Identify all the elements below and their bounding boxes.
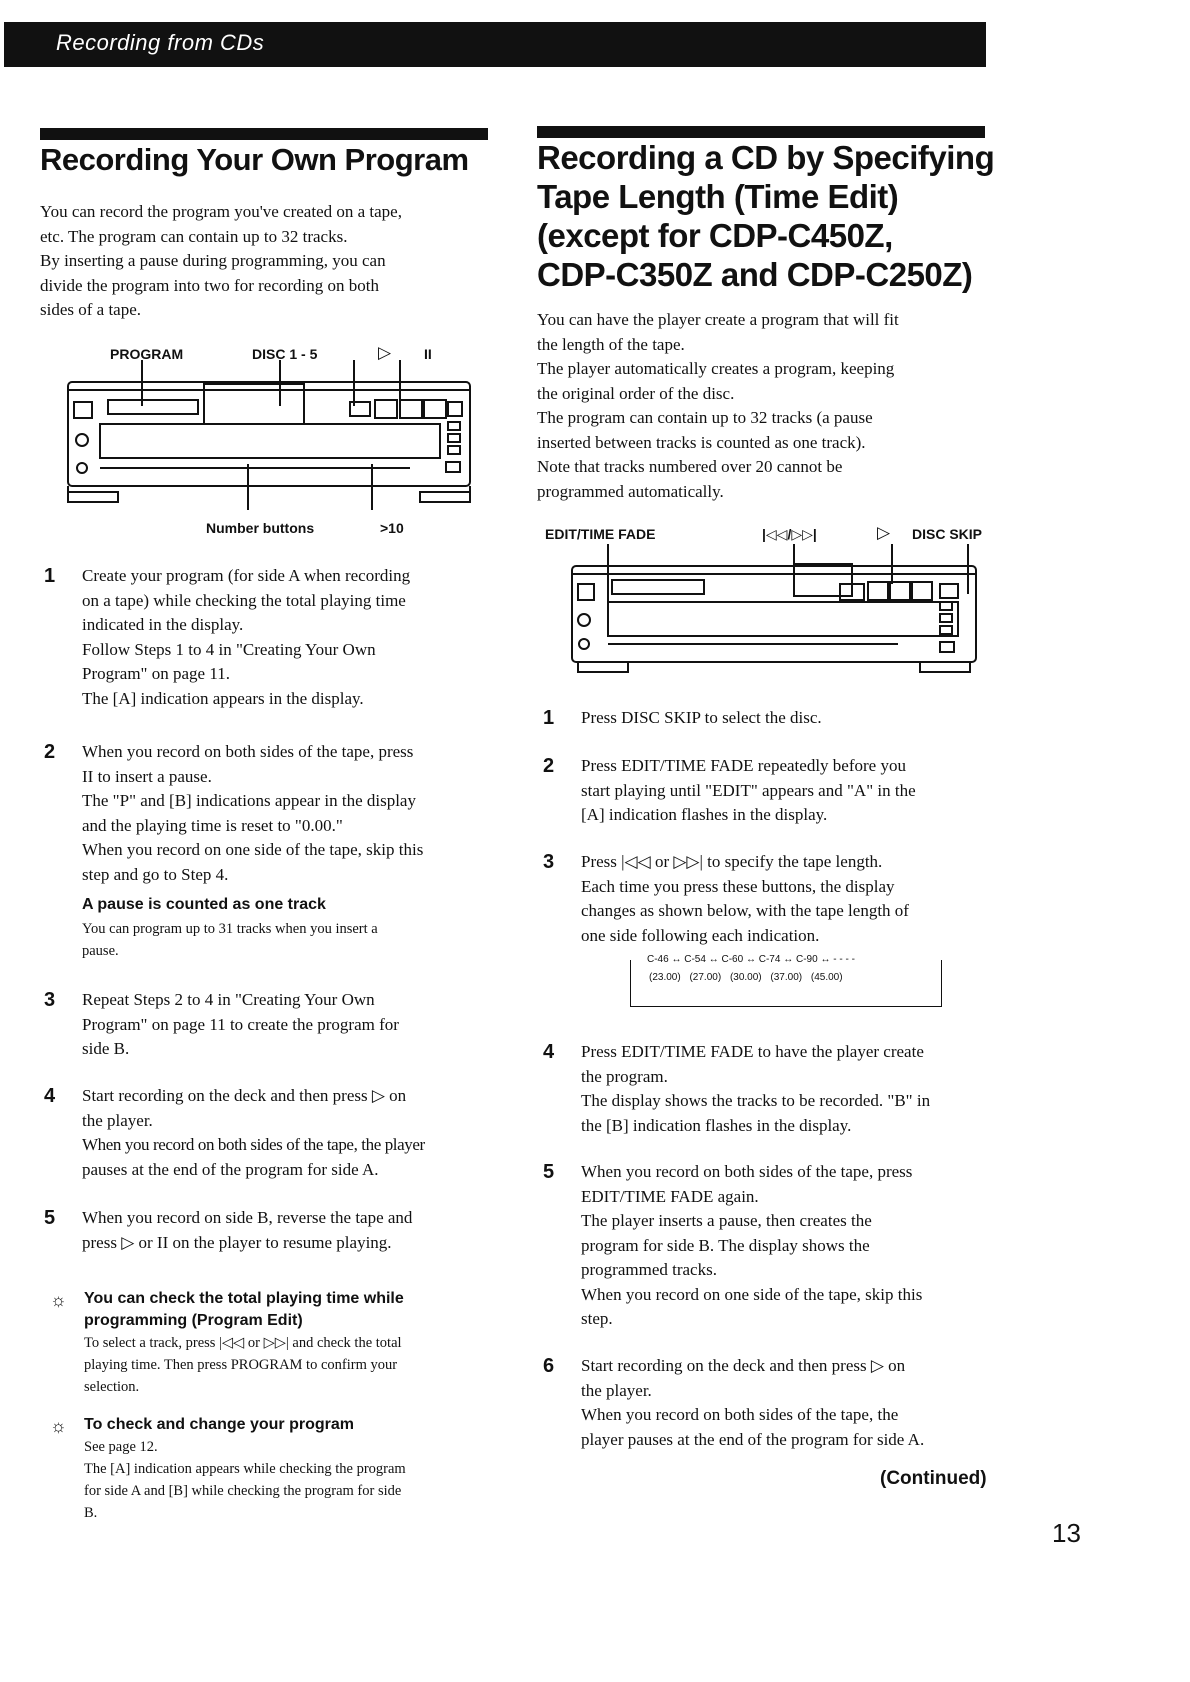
right-heading (537, 138, 997, 294)
tip-line: To select a track, press |◁◁ or ▷▷| and check the total (84, 1335, 402, 1351)
step-line: When you record on both sides of the tape, the (581, 1405, 899, 1424)
diagram-label-skip: |◁◁/▷▷| (762, 526, 817, 542)
step-line: the [B] indication flashes in the display. (581, 1115, 852, 1135)
step-line: When you record on both sides of the tape, press (82, 742, 414, 761)
tape-label: C-90 (796, 954, 818, 965)
step-number: 5 (543, 1161, 555, 1183)
heading-rule-left (40, 128, 488, 140)
intro-line: the length of the tape. (537, 334, 685, 354)
intro-line: You can record the program you've created on a tape, (40, 202, 402, 221)
note-line: pause. (82, 942, 119, 959)
step-number: 1 (44, 565, 56, 587)
tip-line: playing time. Then press PROGRAM to confirm your (84, 1357, 398, 1373)
step-line: the player. (581, 1380, 652, 1400)
diagram-label-disc-skip: DISC SKIP (912, 526, 983, 542)
step-line: When you record on both sides of the tape, the player (82, 1135, 425, 1154)
step-number: 5 (44, 1207, 56, 1229)
tip-line: B. (84, 1505, 98, 1521)
diagram-label-number-buttons: Number buttons (206, 520, 315, 536)
step-line: [A] indication flashes in the display. (581, 805, 828, 824)
tape-cycle-row: C-46 ↔ C-54 ↔ C-60 ↔ C-74 ↔ C-90 ↔ - - - - (647, 954, 855, 965)
diagram-label-program: PROGRAM (110, 346, 184, 362)
step-number: 4 (44, 1085, 56, 1107)
step-line: Program" on page 11 to create the program for (82, 1014, 399, 1034)
step-line: the player. (82, 1110, 153, 1130)
intro-line: sides of a tape. (40, 300, 142, 319)
tape-time: (37.00) (770, 972, 803, 983)
tape-label: C-60 (721, 954, 744, 965)
right-intro (537, 308, 992, 504)
intro-line: divide the program into two for recording on both (40, 275, 379, 295)
step-line: the program. (581, 1066, 668, 1086)
diagram-label-pause: II (424, 346, 432, 362)
diagram-label-edit: EDIT/TIME FADE (545, 526, 656, 542)
left-intro (40, 200, 490, 323)
step-line: changes as shown below, with the tape length of (581, 901, 909, 920)
step-line: press ▷ or II on the player to resume playing. (82, 1232, 392, 1252)
intro-line: etc. The program can contain up to 32 tracks. (40, 226, 348, 246)
step-line: Press DISC SKIP to select the disc. (581, 708, 822, 727)
tape-time: (30.00) (729, 972, 762, 983)
cd-player-diagram-right (568, 544, 988, 684)
step-number: 3 (543, 851, 555, 873)
right-heading-line: (except for CDP-C450Z, (537, 217, 893, 254)
section-header-bar (4, 22, 986, 67)
step-line: Press EDIT/TIME FADE repeatedly before you (581, 756, 906, 775)
step-line: Each time you press these buttons, the display (581, 876, 895, 896)
diagram-label-gt10: >10 (380, 520, 404, 536)
intro-line: inserted between tracks is counted as one track). (537, 432, 866, 452)
step-line: Press EDIT/TIME FADE to have the player create (581, 1042, 924, 1061)
step-line: step. (581, 1309, 613, 1328)
step-number: 4 (543, 1041, 555, 1063)
step-line: on a tape) while checking the total playing time (82, 590, 406, 610)
diagram-label-disc: DISC 1 - 5 (252, 346, 318, 362)
step-line: Start recording on the deck and then press ▷ on (82, 1086, 407, 1105)
step-line: Start recording on the deck and then press ▷ on (581, 1356, 906, 1375)
intro-line: programmed automatically. (537, 481, 724, 501)
diagram-label-play: ▷ (877, 523, 891, 542)
step-line: The "P" and [B] indications appear in the display (82, 791, 416, 810)
step-line: The display shows the tracks to be recorded. "B" in (581, 1091, 931, 1110)
tape-length-cycle (630, 954, 942, 1007)
step-line: The [A] indication appears in the display. (82, 688, 364, 708)
left-heading: Recording Your Own Program (40, 142, 469, 177)
tape-time: (45.00) (810, 972, 843, 983)
step-line: pauses at the end of the program for side A. (82, 1159, 379, 1179)
step-line: II to insert a pause. (82, 766, 212, 786)
tape-time: (23.00) (649, 972, 681, 983)
tip-title: programming (Program Edit) (84, 1312, 303, 1329)
step-line: side B. (82, 1039, 130, 1058)
tape-label: C-74 (758, 954, 781, 965)
step-number: 3 (44, 989, 56, 1011)
page-number: 13 (1052, 1518, 1081, 1548)
intro-line: The player automatically creates a program, keeping (537, 359, 895, 378)
step-line: Create your program (for side A when recording (82, 566, 411, 585)
tip-line: The [A] indication appears while checking the program (84, 1461, 406, 1477)
step-line: The player inserts a pause, then creates the (581, 1211, 872, 1230)
section-title: Recording from CDs (56, 30, 265, 55)
tip-title: To check and change your program (84, 1416, 354, 1433)
step-number: 6 (543, 1355, 555, 1377)
step-line: Program" on page 11. (82, 664, 230, 683)
tape-time: (27.00) (689, 972, 722, 983)
lightbulb-icon: ☼ (50, 1290, 67, 1310)
step-line: When you record on one side of the tape, skip this (82, 840, 424, 859)
step-line: indicated in the display. (82, 615, 244, 634)
intro-line: Note that tracks numbered over 20 cannot be (537, 457, 843, 476)
step-line: When you record on one side of the tape, skip this (581, 1284, 923, 1304)
step-line: Press |◁◁ or ▷▷| to specify the tape length. (581, 852, 883, 871)
step-number: 2 (44, 741, 56, 763)
lightbulb-icon: ☼ (50, 1416, 67, 1436)
tip-title: You can check the total playing time while (84, 1290, 404, 1307)
right-heading-line: Recording a CD by Specifying (537, 139, 995, 176)
step-line: player pauses at the end of the program for side A. (581, 1429, 925, 1449)
intro-line: By inserting a pause during programming, you can (40, 251, 386, 270)
tape-label: C-54 (684, 954, 706, 965)
step-line: programmed tracks. (581, 1260, 717, 1279)
step-line: When you record on side B, reverse the tape and (82, 1208, 413, 1227)
intro-line: You can have the player create a program that will fit (537, 310, 899, 329)
right-heading-line: Tape Length (Time Edit) (537, 178, 899, 215)
tape-time-row (649, 972, 843, 983)
step-line: Repeat Steps 2 to 4 in "Creating Your Own (82, 990, 375, 1009)
step-line: start playing until "EDIT" appears and "A" in the (581, 780, 916, 800)
step-line: and the playing time is reset to "0.00." (82, 815, 343, 835)
tape-tail: - - - - (833, 954, 855, 965)
step-line: one side following each indication. (581, 925, 820, 945)
step-number: 2 (543, 755, 555, 777)
continued-label: (Continued) (880, 1468, 987, 1489)
intro-line: The program can contain up to 32 tracks (a pause (537, 408, 873, 427)
note-title: A pause is counted as one track (82, 896, 326, 913)
tip-line: for side A and [B] while checking the program for side (84, 1483, 402, 1499)
right-heading-line: CDP-C350Z and CDP-C250Z) (537, 256, 973, 293)
step-line: Follow Steps 1 to 4 in "Creating Your Own (82, 639, 376, 659)
diagram-label-play: ▷ (378, 343, 392, 362)
note-line: You can program up to 31 tracks when you insert a (82, 920, 378, 937)
tip-line: See page 12. (84, 1439, 158, 1455)
step-number: 1 (543, 707, 555, 729)
intro-line: the original order of the disc. (537, 383, 735, 403)
step-line: step and go to Step 4. (82, 864, 229, 884)
step-line: program for side B. The display shows the (581, 1235, 870, 1255)
step-line: When you record on both sides of the tape, press (581, 1162, 913, 1181)
heading-rule-right (537, 126, 985, 138)
tape-label: C-46 (647, 954, 669, 965)
step-line: EDIT/TIME FADE again. (581, 1186, 759, 1206)
cd-player-diagram-left (60, 360, 480, 510)
tip-line: selection. (84, 1379, 140, 1395)
